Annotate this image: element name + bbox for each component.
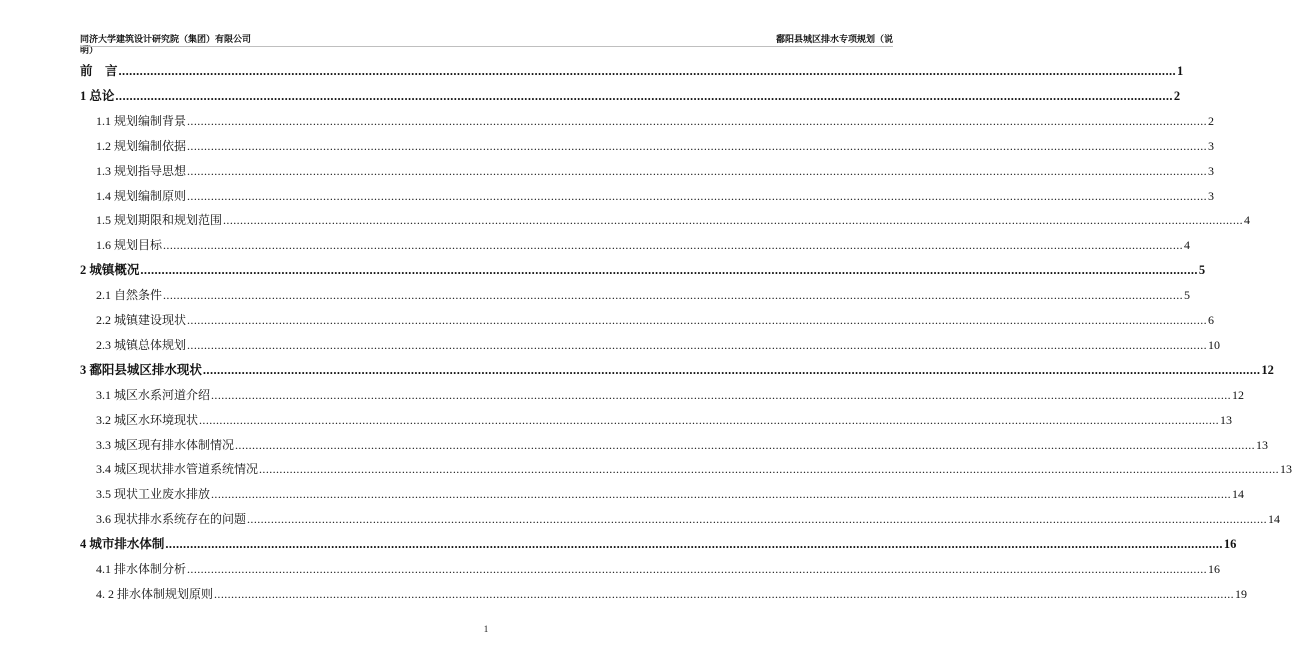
toc-section-entry[interactable] — [96, 585, 1248, 603]
toc-dot-leader: ............................................................................................................................................................................................................................................................................................................ — [163, 238, 1184, 253]
toc-entry-label: 4. 2 排水体制规划原则 — [96, 586, 214, 601]
toc-entry-page: 3 — [1208, 163, 1215, 178]
toc-entry-page: 2 — [1173, 88, 1181, 103]
toc-dot-leader: ............................................................................................................................................................................................................................................................................................................ — [187, 188, 1208, 203]
toc-section-entry[interactable] — [96, 311, 1215, 329]
toc-entry-label: 3.1 城区水系河道介绍 — [96, 387, 211, 402]
page-number: 1 — [483, 624, 489, 634]
toc-entry-page: 10 — [1208, 337, 1221, 352]
toc-entry-label: 1.3 规划指导思想 — [96, 163, 187, 178]
toc-entry-page: 14 — [1268, 512, 1281, 527]
toc-dot-leader: ............................................................................................................................................................................................................................................................................................................ — [165, 537, 1223, 552]
toc-entry-page: 3 — [1208, 138, 1215, 153]
toc-section-entry[interactable] — [96, 336, 1221, 354]
toc-section-entry[interactable] — [96, 411, 1233, 429]
toc-dot-leader: ............................................................................................................................................................................................................................................................................................................ — [187, 562, 1208, 576]
toc-entry-page: 13 — [1280, 462, 1292, 477]
header-document-title-continued: 明） — [80, 46, 99, 56]
toc-dot-leader: ............................................................................................................................................................................................................................................................................................................ — [211, 487, 1232, 502]
toc-dot-leader: ............................................................................................................................................................................................................................................................................................................ — [140, 263, 1198, 278]
toc-entry-label: 前 言 — [80, 64, 118, 78]
toc-dot-leader: ............................................................................................................................................................................................................................................................................................................ — [187, 138, 1208, 153]
toc-section-entry[interactable] — [96, 236, 1191, 254]
toc-dot-leader: ............................................................................................................................................................................................................................................................................................................ — [259, 462, 1280, 477]
toc-entry-page: 6 — [1208, 313, 1215, 327]
toc-section-entry[interactable] — [96, 187, 1215, 205]
toc-section-entry[interactable] — [96, 485, 1245, 503]
toc-dot-leader: ............................................................................................................................................................................................................................................................................................................ — [235, 437, 1256, 452]
toc-entry-label: 3.4 城区现状排水管道系统情况 — [96, 462, 259, 477]
toc-section-entry[interactable] — [96, 112, 1215, 130]
toc-chapter-entry[interactable] — [80, 87, 1181, 105]
toc-section-entry[interactable] — [96, 510, 1281, 528]
toc-dot-leader: ............................................................................................................................................................................................................................................................................................................ — [211, 387, 1232, 402]
toc-section-entry[interactable] — [96, 460, 1292, 478]
toc-section-entry[interactable] — [96, 560, 1221, 578]
toc-chapter-entry[interactable] — [80, 361, 1274, 379]
toc-chapter-entry[interactable] — [80, 535, 1237, 553]
toc-entry-page: 12 — [1232, 387, 1245, 402]
toc-dot-leader: ............................................................................................................................................................................................................................................................................................................ — [247, 512, 1268, 527]
toc-entry-page: 16 — [1223, 537, 1237, 552]
toc-entry-label: 1 总论 — [80, 88, 115, 103]
toc-entry-label: 1.2 规划编制依据 — [96, 138, 187, 153]
header-document-title: 鄱阳县城区排水专项规划（说 — [775, 35, 893, 45]
toc-entry-page: 5 — [1198, 263, 1206, 278]
toc-entry-label: 4 城市排水体制 — [80, 537, 165, 552]
toc-entry-label: 2.1 自然条件 — [96, 288, 163, 303]
toc-entry-page: 16 — [1208, 562, 1221, 576]
toc-entry-label: 2 城镇概况 — [80, 263, 140, 278]
toc-dot-leader: ............................................................................................................................................................................................................................................................................................................ — [223, 213, 1244, 228]
toc-section-entry[interactable] — [96, 162, 1215, 180]
toc-entry-label: 1.6 规划目标 — [96, 238, 163, 253]
toc-entry-page: 4 — [1184, 238, 1191, 253]
toc-entry-page: 4 — [1244, 213, 1251, 228]
toc-entry-label: 2.2 城镇建设现状 — [96, 313, 187, 327]
toc-dot-leader: ............................................................................................................................................................................................................................................................................................................ — [187, 113, 1208, 128]
toc-entry-label: 1.4 规划编制原则 — [96, 188, 187, 203]
toc-entry-label: 3.3 城区现有排水体制情况 — [96, 437, 235, 452]
toc-entry-page: 2 — [1208, 113, 1215, 128]
toc-entry-page: 13 — [1256, 437, 1269, 452]
toc-entry-label: 3 鄱阳县城区排水现状 — [80, 362, 202, 377]
toc-entry-page: 1 — [1177, 64, 1184, 78]
toc-chapter-entry[interactable] — [80, 62, 1184, 80]
toc-entry-page: 19 — [1235, 586, 1248, 601]
toc-entry-label: 1.5 规划期限和规划范围 — [96, 213, 223, 228]
toc-dot-leader: ............................................................................................................................................................................................................................................................................................................ — [199, 412, 1220, 427]
toc-dot-leader: ............................................................................................................................................................................................................................................................................................................ — [187, 313, 1208, 327]
toc-dot-leader: ............................................................................................................................................................................................................................................................................................................ — [187, 337, 1208, 352]
toc-entry-page: 5 — [1184, 288, 1191, 303]
toc-entry-label: 3.5 现状工业废水排放 — [96, 487, 211, 502]
toc-entry-page: 12 — [1261, 362, 1274, 377]
toc-entry-label: 3.2 城区水环境现状 — [96, 412, 199, 427]
toc-entry-page: 14 — [1232, 487, 1245, 502]
toc-dot-leader: ............................................................................................................................................................................................................................................................................................................ — [202, 362, 1261, 377]
toc-dot-leader: ............................................................................................................................................................................................................................................................................................................ — [187, 163, 1208, 178]
toc-chapter-entry[interactable] — [80, 261, 1206, 279]
toc-section-entry[interactable] — [96, 386, 1245, 404]
toc-entry-label: 3.6 现状排水系统存在的问题 — [96, 512, 247, 527]
toc-dot-leader: ............................................................................................................................................................................................................................................................................................................ — [214, 586, 1235, 601]
toc-section-entry[interactable] — [96, 286, 1191, 304]
toc-dot-leader: ............................................................................................................................................................................................................................................................................................................ — [163, 288, 1184, 303]
toc-entry-label: 2.3 城镇总体规划 — [96, 337, 187, 352]
toc-section-entry[interactable] — [96, 436, 1269, 454]
toc-section-entry[interactable] — [96, 137, 1215, 155]
toc-entry-page: 3 — [1208, 188, 1215, 203]
toc-entry-label: 1.1 规划编制背景 — [96, 113, 187, 128]
toc-section-entry[interactable] — [96, 211, 1251, 229]
toc-dot-leader: ............................................................................................................................................................................................................................................................................................................ — [118, 64, 1177, 78]
toc-entry-label: 4.1 排水体制分析 — [96, 562, 187, 576]
toc-dot-leader: ............................................................................................................................................................................................................................................................................................................ — [115, 88, 1173, 103]
header-organization: 同济大学建筑设计研究院（集团）有限公司 — [80, 35, 252, 45]
toc-entry-page: 13 — [1220, 412, 1233, 427]
